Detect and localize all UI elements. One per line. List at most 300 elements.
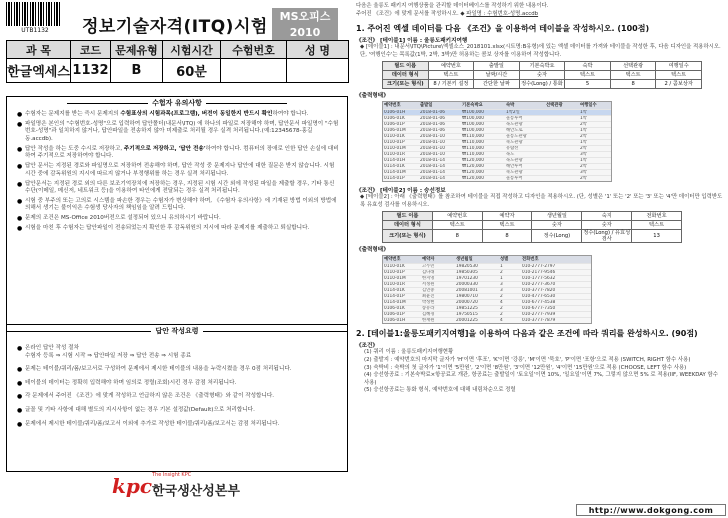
grid-cell: 010-4777-6530 <box>522 294 556 300</box>
grid-cell: 독도관광 <box>506 122 523 128</box>
logo-org-name: 한국생산성본부 <box>152 484 240 499</box>
field-cell: 8 / 기본키 설정 <box>428 80 474 89</box>
grid-cell: 20001225 <box>456 318 478 324</box>
guide-item <box>17 407 339 415</box>
left-page <box>4 2 352 514</box>
grid-cell: 0106-01H <box>384 110 406 116</box>
grid-cell: 최윤진 <box>422 294 435 300</box>
grid-header <box>383 256 591 263</box>
grid-row <box>383 311 591 317</box>
grid-cell: 010-3777-7820 <box>522 288 556 294</box>
field-cell: 숙지 <box>582 212 632 221</box>
notice-item-text: 답안 작성을 하는 도중 수시로 저장하고, 주기적으로 저장하고, '답안 전송'하여야 합니다. 컴퓨터의 장애로 인한 답안 손실에 대비하여 주기적으로 저장하여야 합니다. <box>25 145 339 160</box>
grid-cell: 0106-01K <box>384 306 405 312</box>
guide-list <box>7 337 347 428</box>
field-cell: 2 / 콤보상자 <box>656 80 702 89</box>
grid-cell: ₩110,000 <box>462 140 485 146</box>
guide-item <box>17 421 339 429</box>
grid-cell: 0106-01P <box>384 312 405 318</box>
notice-item-text: 시험 중 부주의 또는 고의로 시스템을 파손한 경우는 수험자가 변상해야 하며, 《수험자 유의사항》에 기재된 방법 이외의 방법에 의해서 생기는 불이익은 수험생 당사자의 책임임을 알려 드립니다. <box>25 197 337 212</box>
field-cell: 13 <box>632 230 682 243</box>
grid-cell: 0106-01K <box>384 116 405 122</box>
grid-cell: 3박 <box>580 152 587 158</box>
field-cell: 5 <box>565 80 611 89</box>
grid-cell: 19820530 <box>456 264 478 270</box>
grid-cell: 2박 <box>580 122 587 128</box>
grid-cell: 죽도관광 <box>506 170 523 176</box>
grid-cell: 2018-01-10 <box>420 134 445 140</box>
notice-item-text: 수험자는 문제지를 받는 즉시 문제지의 수험표상의 시험과목(프로그램), 버전이 동일한지 반드시 확인하여야 합니다. <box>25 111 309 117</box>
grid-cell: 3 <box>500 282 503 288</box>
grid-cell <box>545 164 579 169</box>
grid-cell: ₩120,000 <box>462 170 485 176</box>
grid-row <box>383 115 611 121</box>
bullet-icon: ● <box>17 180 23 188</box>
grid-cell: 김연중 <box>422 288 435 294</box>
notice-item-text: 파일명은 본인의 "수험번호-성명"으로 입력하여 답안폴더(내문서\ITQ) 에 하나의 파일로 저장해야 하며, 답안문서 파일명이 "수험번호-성명"과 일치하지 않거나, 답안파일을 전송하지 않아 미제출로 처리될 경우 실격 처리됩니다.(예:12345678-홍길동.accdb). <box>25 120 339 142</box>
badge-line1: MS오피스 <box>279 10 331 23</box>
grid-cell: 송유라 <box>422 306 435 312</box>
grid-header <box>383 102 611 109</box>
bullet-icon: ● <box>17 111 23 118</box>
guide-item-text: 온라인 답안 작성 절차 수험자 등록 ⇒ 시험 시작 ⇒ 답안파일 저장 ⇒ 답안 전송 ⇒ 시험 종료 <box>25 345 192 359</box>
bullet-icon: ● <box>17 393 23 401</box>
grid-cell: 20000330 <box>456 282 478 288</box>
grid-cell: ₩110,000 <box>462 152 485 158</box>
grid-cell: 19851225 <box>456 306 478 312</box>
field-cell: 간단한 날짜 <box>474 80 520 89</box>
value-subject: 한글엑세스 <box>7 59 71 83</box>
question-2-title: 2. [테이블1:울릉도패키지여행]을 이용하여 다음과 같은 조건에 따라 쿼리를 완성하시오. (90점) <box>356 329 698 339</box>
grid-cell: 2박 <box>580 134 587 140</box>
grid-cell: 김나래 <box>422 270 435 276</box>
grid-cell: 0110-01K <box>384 264 405 270</box>
grid-cell: 20000720 <box>456 300 478 306</box>
field-cell: 정수(Long) / 통화 <box>521 81 563 88</box>
grid-cell: 0114-01K <box>384 164 405 170</box>
bullet-icon: ● <box>17 215 23 223</box>
badge-line2: 2010 <box>289 26 321 39</box>
notice-item <box>17 111 339 119</box>
value-exam-number <box>221 59 287 83</box>
field-cell: 8 <box>482 230 532 243</box>
header-code: 코드 <box>71 41 111 59</box>
grid-row <box>383 293 591 299</box>
grid-cell: 0110-01P <box>384 270 405 276</box>
bullet-icon: ● <box>17 406 23 414</box>
notice-item <box>17 198 339 213</box>
field-cell: 정수(Long) / 유효성 검사 <box>583 230 631 243</box>
grid-row <box>383 169 611 175</box>
q3-condition-line: (2) 출발지 : 예약번호의 마지막 글자가 'H'이면 '후포', 'K'이면 '강릉', 'M'이면 '묵호', 'P'이면 '포항'으로 적용 (SWITCH, RIGHT 함수 사용) <box>364 356 691 363</box>
field-row <box>383 230 682 243</box>
notice-item-text: 시험을 마친 후 수험자는 답안파일이 전송되었는지 확인한 후 감독위원의 지시에 따라 문제지를 제출하고 퇴실합니다. <box>25 225 310 232</box>
grid-header-cell: 예약자 <box>422 257 435 263</box>
grid-cell: 2박 <box>580 164 587 170</box>
grid-cell: 해안도로 <box>506 128 523 134</box>
grid-cell: 울릉투어 <box>506 116 523 122</box>
guide-item <box>17 380 339 388</box>
bullet-icon: ● <box>17 145 23 153</box>
field-cell: 예약자 <box>482 212 532 221</box>
grid-header-cell: 성별 <box>500 257 509 263</box>
q2-condition-line: ◆ [테이블2] : 아래 《출력형태》를 참조하여 테이블을 직접 작성하고 디자인을 적용하시오. (단, 성별은 '1' 또는 '2' 또는 '3' 또는 '4'만 데이터만 입력받도록 유효성 검사를 이용하시오. <box>360 194 723 208</box>
grid-cell: 1박 <box>580 140 587 146</box>
grid-cell: 0110-01P <box>384 140 405 146</box>
grid-cell <box>545 140 579 145</box>
grid-cell: ₩100,000 <box>462 122 485 128</box>
grid-cell: 고두민 <box>422 264 435 270</box>
right-page <box>356 2 724 514</box>
grid-cell: 독도관광 <box>506 158 523 164</box>
grid-cell: 1 <box>500 276 503 282</box>
site-url: http://www.dokgong.com <box>576 504 726 516</box>
grid-cell: 0114-01H <box>384 158 406 164</box>
exam-info-table <box>6 40 349 83</box>
notice-item-emphasis: 수험표상의 시험과목(프로그램), 버전이 동일한지 반드시 확인 <box>120 111 273 117</box>
guide-item-text: 문제는 테이블/쿼리/폼/보고서로 구성하여 문제에서 제시한 테이블의 내용을 누락시켰을 경우 0점 처리됩니다. <box>25 366 292 373</box>
filename-note: 파일명 : 수험번호-성명.accdb <box>466 11 539 17</box>
guide-item-text: 테이블의 데이터는 정확히 입력해야 하며 임의로 정렬(조회)시킨 경우 감점 처리됩니다. <box>25 379 237 386</box>
grid-cell: 죽도관광 <box>506 140 523 146</box>
q3-condition-head: 《조건》 <box>356 343 378 350</box>
grid-cell <box>545 116 579 121</box>
header-subject: 과 목 <box>7 41 71 59</box>
barcode-bars <box>6 2 62 26</box>
grid-cell: 2018-01-14 <box>420 176 445 182</box>
grid-cell: 해안투어 <box>506 164 523 170</box>
grid-header-cell: 숙박 <box>506 103 515 109</box>
grid-row <box>383 145 611 151</box>
bullet-icon: ● <box>17 420 23 428</box>
grid-row <box>383 151 611 157</box>
grid-row <box>383 317 591 323</box>
grid-header-cell: 예약번호 <box>384 257 401 263</box>
grid-cell: 0114-01K <box>384 288 405 294</box>
value-code: 1132 <box>71 59 111 83</box>
guide-item-text: 문제에서 제시한 테이블/쿼리/폼/보고서 이외에 추가로 작성한 테이블/쿼리/폼/보고서는 감점 처리됩니다. <box>25 420 280 427</box>
field-row-label: 필드 이름 <box>383 62 429 71</box>
notice-item-text: 답안 문서는 지정된 경로와 파일명으로 저장하여 전송해야 하며, 답안 작성 중 문제지나 답안에 대한 질문은 받지 않습니다. 시험 시간 중에 감독위원의 지시에 따르지 않거나 부정행위를 하는 경우 실격 처리됩니다. <box>25 163 335 177</box>
field-cell: 숫자 <box>519 71 565 80</box>
header-time: 시험시간 <box>163 41 221 59</box>
field-row <box>383 62 702 71</box>
grid-cell: 0110-01R <box>384 152 405 158</box>
grid-cell <box>545 158 579 163</box>
barcode <box>6 2 64 36</box>
field-cell: 텍스트 <box>432 221 482 230</box>
field-cell: 출발일 <box>474 62 520 71</box>
grid-row <box>383 281 591 287</box>
grid-cell: 0114-01P <box>384 294 405 300</box>
value-time: 60분 <box>163 59 221 83</box>
value-name <box>287 59 349 83</box>
kpc-logo <box>112 472 262 498</box>
grid-cell: 0114-01P <box>384 176 405 182</box>
grid-cell: 2 <box>500 270 503 276</box>
field-cell: 텍스트 <box>428 71 474 80</box>
grid-cell: 0114-01M <box>384 300 406 306</box>
header-type: 문제유형 <box>111 41 163 59</box>
notice-item <box>17 163 339 178</box>
field-cell: 날짜/시간 <box>474 71 520 80</box>
guide-box <box>6 324 348 472</box>
value-type: B <box>111 59 163 83</box>
grid-cell: 독도 <box>506 152 515 158</box>
grid-row <box>383 157 611 163</box>
field-row <box>383 80 702 89</box>
q3-condition-line: (3) 숙박비 : 숙박의 첫 글자가 '1'이면 '5만원', '2'이면 '8만원', '3'이면 '12만원', '4'이면 '15만원'으로 적용 (CHOOSE, LEFT 함수 사용) <box>364 364 687 371</box>
grid-cell <box>545 146 579 151</box>
grid-cell: 010-2777-7939 <box>522 312 556 318</box>
notice-title: 수험자 유의사항 <box>7 97 347 109</box>
grid-cell: 19800710 <box>456 294 478 300</box>
grid-cell: 1박 <box>580 110 587 116</box>
grid-cell: 2 <box>500 312 503 318</box>
q2-condition-head: 《조건》 [테이블2] 이름 : 승선정보 <box>356 188 446 195</box>
q1-condition-head: 《조건》 [테이블1] 이름 : 울릉도패키지여행 <box>356 38 468 44</box>
grid-cell: 한재원 <box>422 318 435 324</box>
field-cell: 예약번호 <box>428 62 474 71</box>
intro-line-2: 주어진 《조건》에 맞게 문서를 작성하시오. ◆ 파일명 : 수험번호-성명.accdb <box>356 11 539 17</box>
grid-cell: 2018-01-10 <box>420 152 445 158</box>
grid-header-cell: 선택관광 <box>546 103 563 109</box>
logo-tagline: The Insight KPC <box>152 472 192 478</box>
field-cell: 숙박 <box>565 62 611 71</box>
header-exam-number: 수험번호 <box>221 41 287 59</box>
notice-item-emphasis: 주기적으로 저장하고, '답안 전송' <box>123 145 206 152</box>
grid-cell: 0106-01P <box>384 122 405 128</box>
grid-header-cell: 기본숙박요 <box>462 103 483 109</box>
grid-cell: ₩100,000 <box>462 116 485 122</box>
grid-cell: 2018-01-14 <box>420 164 445 170</box>
grid-cell: 2018-01-06 <box>420 110 445 116</box>
field-row <box>383 212 682 221</box>
bullet-icon: ● <box>17 366 23 374</box>
grid-row <box>383 269 591 275</box>
field-cell: 숫자 <box>532 221 582 230</box>
field-cell: 선택관광 <box>610 62 656 71</box>
field-cell: 텍스트 <box>482 221 532 230</box>
guide-item <box>17 393 339 401</box>
field-row-label: 크기(또는 형식) <box>383 80 429 89</box>
grid-cell: 19701230 <box>456 276 478 282</box>
grid-cell: ₩110,000 <box>462 134 485 140</box>
grid-cell <box>545 128 579 133</box>
grid-cell: 1박2일 <box>506 110 520 116</box>
guide-item <box>17 345 339 360</box>
grid-cell: 010-1777-5632 <box>522 276 556 282</box>
field-cell: 여행일수 <box>656 62 702 71</box>
table2-datasheet <box>382 255 592 324</box>
intro-line-1: 다음은 울릉도 패키지 여행상품을 관리할 데이터베이스를 작성하기 위한 내용이다. <box>356 3 549 9</box>
guide-title: 답안 작성요령 <box>7 325 347 337</box>
field-cell: 텍스트 <box>565 71 611 80</box>
grid-header-cell: 생년월일 <box>456 257 473 263</box>
q1-condition-line: ◆ [데이블1] : 내문서\ITQ\Picture\엑셀소스_2018101.xlsx(시트명:B유형)에 있는 엑셀 데이터를 가져와 테이블을 작성한 후, 다음 디자인을 적용하시오. 단, '여행인수'는 목록값(1박, 2박, 3박)만 허용하는 콤보 상자를 이용하여 작성합니다. <box>360 44 721 58</box>
grid-cell: 1박 <box>580 158 587 164</box>
grid-cell: 울릉투어 <box>506 176 523 182</box>
field-cell: 숫자 <box>582 221 632 230</box>
grid-cell: ₩100,000 <box>462 128 485 134</box>
grid-cell: 0110-01K <box>384 134 405 140</box>
grid-cell <box>545 110 579 115</box>
grid-cell: 0106-01M <box>384 128 406 134</box>
grid-row <box>383 127 611 133</box>
grid-header-cell: 여행일수 <box>580 103 597 109</box>
grid-cell <box>545 176 579 181</box>
grid-cell: ₩100,000 <box>462 110 485 116</box>
notice-item <box>17 121 339 144</box>
grid-cell: 2018-01-06 <box>420 122 445 128</box>
grid-header-cell: 전화번호 <box>522 257 539 263</box>
grid-cell: 1박 <box>580 128 587 134</box>
grid-cell: 울릉도관광 <box>506 134 527 140</box>
grid-row <box>383 287 591 293</box>
grid-cell: 19750515 <box>456 312 478 318</box>
question-1-title: 1. 주어진 엑셀 데이터를 다음 《조건》을 이용하여 테이블을 작성하시오. (100점) <box>356 24 650 33</box>
guide-item-text: 글꼴 및 기타 사항에 대해 별도의 지시사항이 없는 경우 기본 설정값(Default)으로 처리합니다. <box>25 406 255 413</box>
field-row-label: 크기(또는 형식) <box>383 230 433 243</box>
grid-cell: ₩110,000 <box>462 146 485 152</box>
grid-row <box>383 275 591 281</box>
page-title: 정보기술자격(ITQ)시험 <box>82 17 268 37</box>
grid-row <box>383 299 591 305</box>
barcode-text: UTB1132 <box>21 27 49 34</box>
notice-item <box>17 225 339 233</box>
notice-item-text: 문제의 조건은 MS-Office 2010버전으로 설정되어 있으니 유의하시기 바랍니다. <box>25 215 221 222</box>
bullet-icon: ● <box>17 225 23 233</box>
grid-cell: 010-3777-7879 <box>522 318 556 324</box>
grid-cell: 한지영 <box>422 276 435 282</box>
grid-cell: 3 <box>500 288 503 294</box>
grid-row <box>383 263 591 269</box>
field-cell: 텍스트 <box>632 221 682 230</box>
notice-item <box>17 181 339 196</box>
notice-box <box>6 96 348 332</box>
grid-row <box>383 175 611 181</box>
bullet-icon: ● <box>17 120 23 128</box>
notice-item-text: 답안문서는 지정된 경로 외의 다른 보조기억장치에 저장하는 경우, 지정된 시험 시간 외에 작성된 파일을 제출할 경우, 기타 통신수단(이메일, 메신저, 네트워크 등)을 이용하여 타인에게 전달되는 경우 실격 처리됩니다. <box>25 180 335 195</box>
grid-row <box>383 133 611 139</box>
notice-list <box>7 109 347 233</box>
grid-cell: 2018-01-14 <box>420 170 445 176</box>
bullet-icon: ● <box>17 197 23 205</box>
grid-cell: 2018-01-10 <box>420 140 445 146</box>
bullet-icon: ● <box>17 345 23 352</box>
grid-row <box>383 139 611 145</box>
grid-cell <box>545 152 579 157</box>
grid-cell: 유람선 <box>506 146 519 152</box>
header-name: 성 명 <box>287 41 349 59</box>
grid-cell: 010-6777-7350 <box>522 306 556 312</box>
grid-cell: 010-2777-3670 <box>522 282 556 288</box>
grid-cell: 2박 <box>580 176 587 182</box>
grid-cell: 0114-01M <box>384 170 406 176</box>
notice-item <box>17 146 339 161</box>
grid-cell: 2018-01-06 <box>420 128 445 134</box>
guide-item <box>17 366 339 374</box>
q3-condition-list <box>356 349 724 395</box>
grid-cell <box>545 134 579 139</box>
grid-cell: 0106-01H <box>384 318 406 324</box>
grid-cell: 010-2777-2797 <box>522 264 556 270</box>
grid-cell: 19850305 <box>456 270 478 276</box>
grid-cell: ₩120,000 <box>462 164 485 170</box>
grid-cell: 박성현 <box>422 300 435 306</box>
grid-cell: 2018-01-10 <box>420 146 445 152</box>
q2-output-head: 《출력형태》 <box>356 247 389 254</box>
field-cell: 텍스트 <box>610 71 656 80</box>
grid-cell: 0110-01M <box>384 146 406 152</box>
grid-cell: 0110-01R <box>384 282 405 288</box>
table1-datasheet <box>382 101 612 182</box>
grid-cell: 3박 <box>580 170 587 176</box>
grid-cell: 서정원 <box>422 282 435 288</box>
grid-cell: 010-2177-9546 <box>522 270 556 276</box>
field-cell: 텍스트 <box>656 71 702 80</box>
grid-cell <box>545 170 579 175</box>
grid-cell: 20081001 <box>456 288 478 294</box>
grid-cell: ₩120,000 <box>462 176 485 182</box>
grid-cell: 0110-01M <box>384 276 406 282</box>
grid-cell <box>545 122 579 127</box>
field-cell: 기본숙박요 <box>519 62 565 71</box>
grid-cell: 1박 <box>580 116 587 122</box>
guide-item-text: 각 문제에서 주어진 《조건》에 맞게 작성하고 언급하지 않은 조건은 《출력형태》와 같이 작성합니다. <box>25 393 275 400</box>
grid-cell: 김혜경 <box>422 312 435 318</box>
notice-item <box>17 215 339 223</box>
field-cell: 8 <box>610 80 656 89</box>
q3-condition-line: (4) 승선항공료 : 기본숙박료×항공료교 개관, 항공료는 출발일이 '토요일'이면 10%, '일요일'이면 7%, 그렇지 않으면 5% 로 적용(IIF, WEEKDAY 함수 사용) <box>364 372 718 386</box>
field-row-label: 데이터 형식 <box>383 71 429 80</box>
table1-design <box>382 61 702 89</box>
grid-row <box>383 121 611 127</box>
grid-cell: 2박 <box>580 146 587 152</box>
grid-cell: 4 <box>500 300 503 306</box>
grid-cell: 010-6777-4538 <box>522 300 556 306</box>
grid-cell: 2018-01-14 <box>420 158 445 164</box>
version-badge <box>272 8 338 42</box>
q3-condition-line: (5) 승선항공료는 통화 형식, 예약번호에 대해 내림차순으로 정렬 <box>364 387 516 394</box>
grid-cell: 1 <box>500 264 503 270</box>
q1-output-head: 《출력형태》 <box>356 93 389 100</box>
grid-cell: 4 <box>500 318 503 324</box>
grid-cell: 2 <box>500 306 503 312</box>
field-row-label: 필드 이름 <box>383 212 433 221</box>
field-row <box>383 221 682 230</box>
field-cell: 생년월일 <box>532 212 582 221</box>
field-cell: 정수(Long) <box>532 230 582 243</box>
field-cell: 예약번호 <box>432 212 482 221</box>
bullet-icon: ● <box>17 379 23 387</box>
q3-condition-line: (1) 쿼리 이름 : 울릉도패키지여행현황 <box>364 349 454 356</box>
table2-design <box>382 211 682 243</box>
grid-cell: 2 <box>500 294 503 300</box>
field-cell: 8 <box>432 230 482 243</box>
grid-header-cell: 출발일 <box>420 103 433 109</box>
grid-cell: ₩120,000 <box>462 158 485 164</box>
grid-header-cell: 예약번호 <box>384 103 401 109</box>
field-row-label: 데이터 형식 <box>383 221 433 230</box>
grid-row <box>383 163 611 169</box>
field-row <box>383 71 702 80</box>
grid-cell: 2018-01-06 <box>420 116 445 122</box>
grid-row <box>383 109 611 115</box>
grid-row <box>383 305 591 311</box>
logo-kpc-mark: kpc <box>112 474 153 498</box>
bullet-icon: ● <box>17 163 23 171</box>
